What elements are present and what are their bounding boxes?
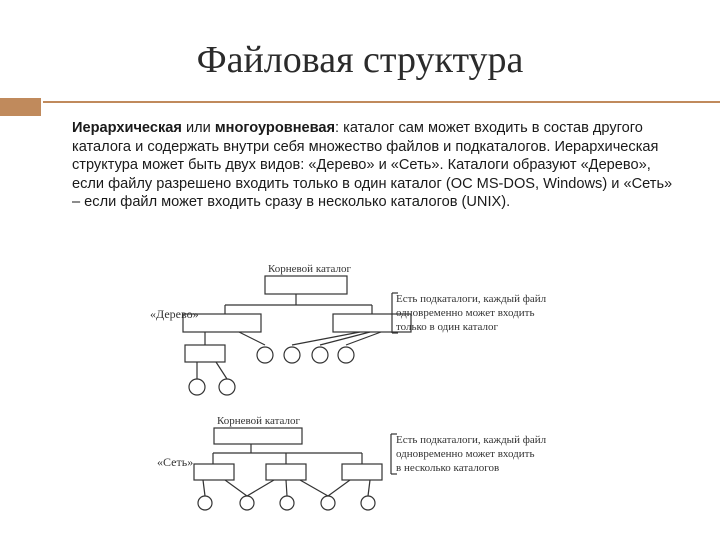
net-note-line-3: в несколько каталогов	[396, 462, 500, 474]
net-file-node	[321, 496, 335, 510]
net-subdir-node	[266, 464, 306, 480]
tree-file-node	[257, 347, 273, 363]
tree-subdir-node	[185, 345, 225, 362]
paragraph-rest: : каталог сам может входить в состав другого каталога и содержать внутри себя множество файлов и подкаталогов. Иерархическая структура может быть двух видов: «Дерево» и «Сеть». Каталоги образуют «Дерево», если файлу разрешено входить только в один каталог (ОС MS-DOS, Windows) и «Сеть» – если файл может входить сразу в несколько каталогов (UNIX).	[72, 120, 673, 210]
net-subdir-node	[342, 464, 382, 480]
net-root-label: Корневой каталог	[217, 415, 301, 427]
tree-file-node	[219, 379, 235, 395]
tree-file-node	[312, 347, 328, 363]
net-file-node	[240, 496, 254, 510]
tree-diagram	[183, 263, 411, 395]
tree-note-line-1: Есть подкаталоги, каждый файл	[396, 293, 547, 305]
tree-note-line-3: только в один каталог	[396, 321, 499, 333]
net-root-node	[214, 428, 302, 444]
net-file-node	[361, 496, 375, 510]
net-type-label: «Сеть»	[157, 455, 194, 469]
tree-root-label: Корневой каталог	[268, 263, 352, 275]
net-note-line-1: Есть подкаталоги, каждый файл	[396, 434, 547, 446]
net-file-node	[280, 496, 294, 510]
net-note-line-2: одновременно может входить	[396, 448, 535, 460]
or-word: или	[181, 120, 215, 136]
tree-type-label: «Дерево»	[150, 307, 199, 321]
slide-title: Файловая структура	[196, 39, 524, 81]
term-hierarchical: Иерархическая	[72, 120, 182, 136]
tree-file-node	[338, 347, 354, 363]
net-subdir-node	[194, 464, 234, 480]
tree-file-node	[189, 379, 205, 395]
tree-root-node	[265, 276, 347, 294]
network-diagram	[194, 415, 397, 510]
tree-file-node	[284, 347, 300, 363]
tree-note-line-2: одновременно может входить	[396, 307, 535, 319]
net-file-node	[198, 496, 212, 510]
term-multilevel: многоуровневая	[214, 120, 336, 136]
